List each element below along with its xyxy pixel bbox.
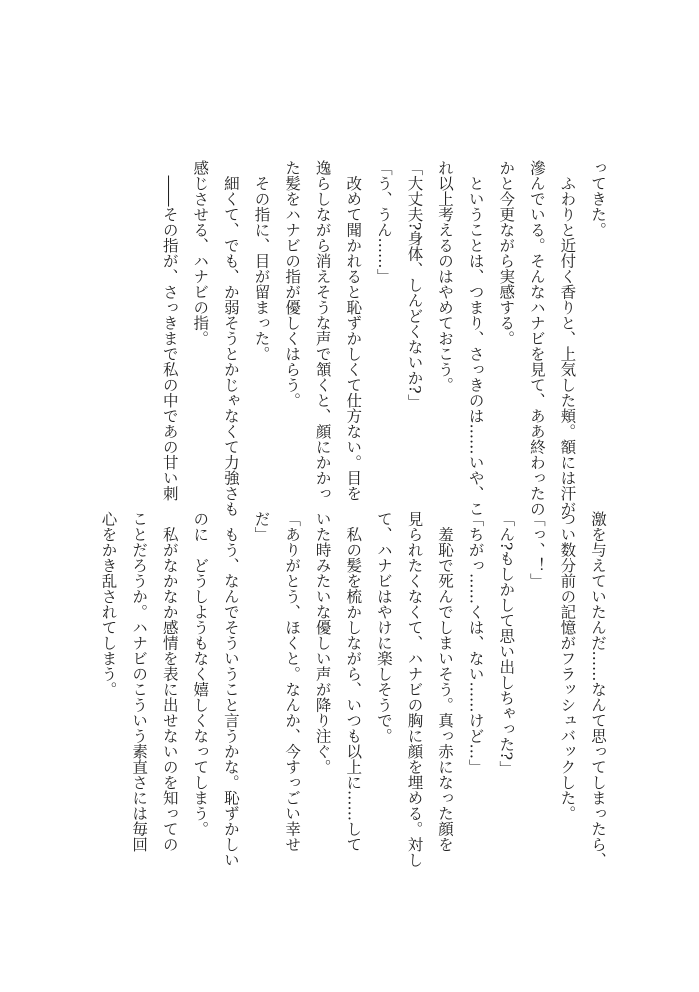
text-block-top — [154, 160, 613, 517]
text-line: かと今更ながら実感する。 — [497, 160, 516, 346]
text-line: 「ん?もしかして思い出しちゃった?」 — [497, 511, 516, 776]
text-line: れ以上考えるのはやめておこう。 — [436, 160, 455, 393]
text-line: 羞恥で死んでしまいそう。真っ赤になった顔を — [436, 511, 455, 852]
text-line: 私の髪を梳かしながら、いつも以上に……して — [344, 511, 363, 852]
text-line: 「う、うん……」 — [374, 160, 393, 284]
text-line: 心をかき乱されてしまう。 — [99, 511, 118, 697]
text-line: た髪をハナビの指が優しくはらう。 — [283, 160, 302, 408]
text-block-bottom — [93, 511, 613, 868]
text-line: いた時みたいな優しい声が降り注ぐ。 — [313, 511, 332, 775]
text-line: 滲んでいる。そんなハナビを見て、ああ終わったの — [527, 160, 546, 517]
text-line: ――その指が、さっきまで私の中であの甘い刺 — [160, 160, 179, 501]
text-line: 逸らしながら消えそうな声で頷くと、顔にかかっ — [313, 160, 332, 501]
text-line: ってきた。 — [589, 160, 607, 238]
text-line: その指に、目が留まった。 — [252, 160, 271, 362]
text-line: 「ちがっ……くは、ない……けど…」 — [466, 511, 485, 775]
text-line: 細くて、でも、か弱そうとかじゃなくて力強さも — [221, 160, 240, 517]
text-line: だ」 — [252, 511, 271, 542]
text-line: つい数分前の記憶がフラッシュバックした。 — [558, 511, 577, 821]
text-line: 「大丈夫?身体、しんどくないか?」 — [405, 160, 424, 410]
text-line: ふわりと近付く香りと、上気した頬。額には汗が — [558, 160, 577, 517]
text-line: 「っ、！」 — [527, 511, 546, 589]
text-line: 私がなかなか感情を表に出せないのを知っての — [160, 511, 179, 852]
text-line: 見られたくなくて、ハナビの胸に顔を埋める。対し — [405, 511, 424, 868]
text-line: 感じさせる、ハナビの指。 — [191, 160, 210, 346]
text-line: ということは、つまり、さっきのは……いや、こ — [466, 160, 485, 517]
text-line: 「ありがとう、ほくと。なんか、今すっごい幸せ — [283, 511, 302, 852]
text-line: もう、なんでそういうこと言うかな。恥ずかしい — [221, 511, 240, 868]
text-line: のに どうしようもなく嬉しくなってしまう。 — [191, 511, 210, 837]
text-line: ことだろうか。ハナビのこういう素直さには毎回 — [130, 511, 149, 852]
text-line: 改めて聞かれると恥ずかしくて仕方ない。目を — [344, 160, 363, 501]
text-line: て、ハナビはやけに楽しそうで。 — [374, 511, 393, 744]
text-line: 激を与えていたんだ……なんて思ってしまったら、 — [589, 511, 607, 868]
